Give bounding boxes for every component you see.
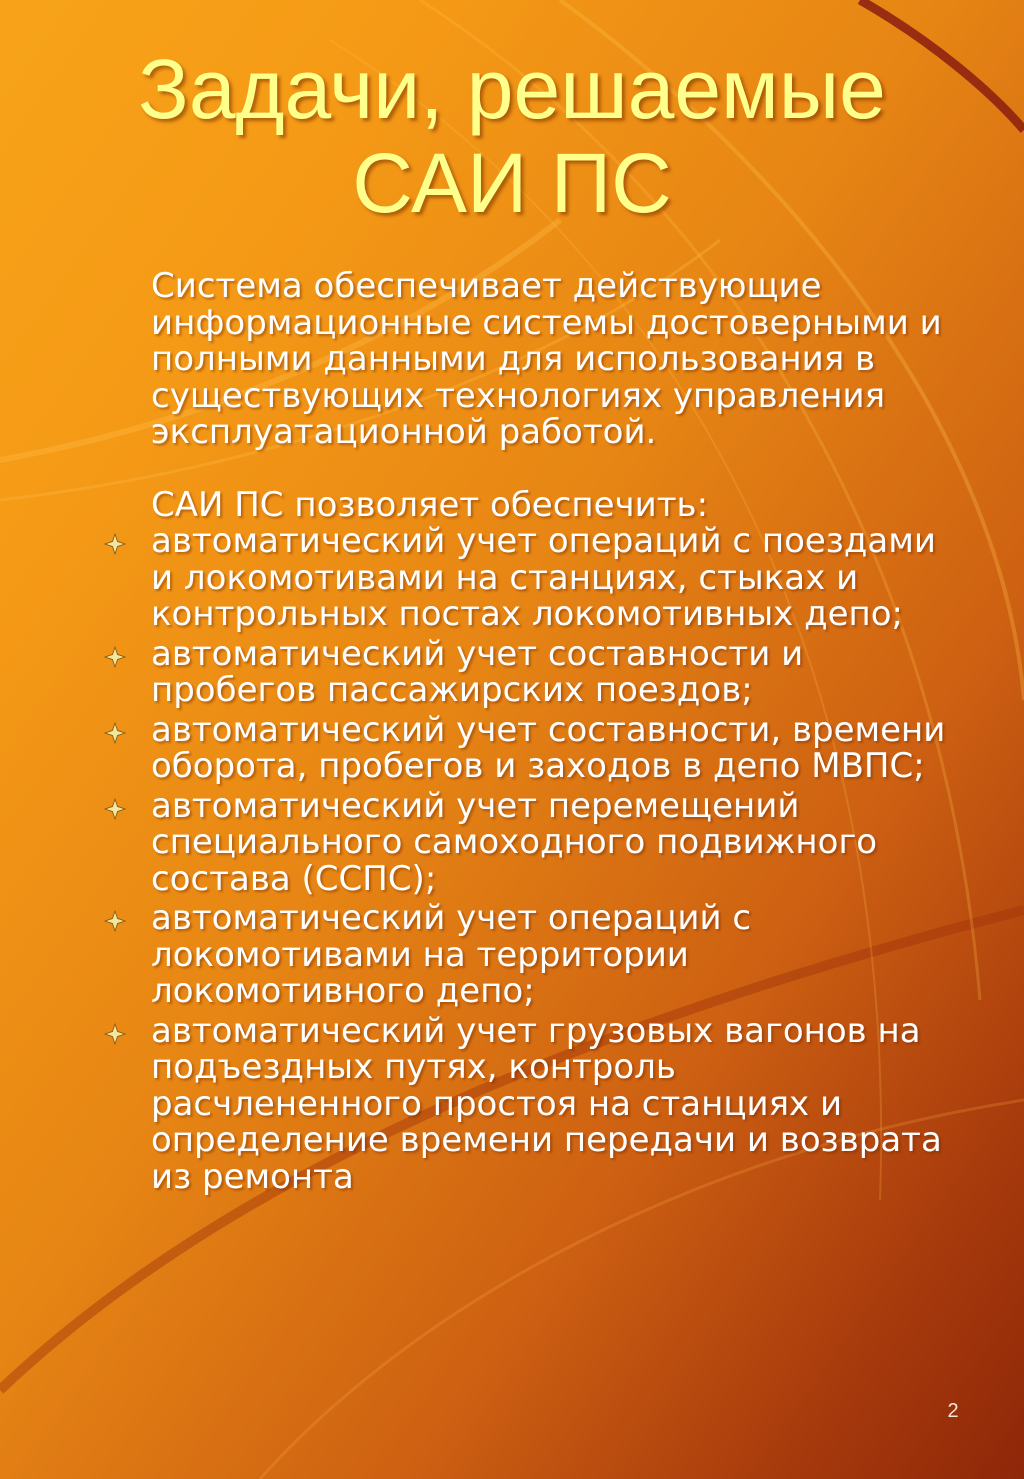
list-item [0,633,951,710]
slide-title-line1: Задачи, решаемые [138,42,886,136]
slide-body [0,268,1024,1198]
page-number: 2 [947,1400,959,1422]
four-point-star-icon [104,722,126,744]
four-point-star-icon [104,646,126,668]
list-heading: САИ ПС позволяет обеспечить: [151,484,709,525]
list-item-text: автоматический учет операций с локомотивами на территории локомотивного депо; [151,898,752,1011]
slide-title-line2: САИ ПС [352,136,672,230]
list-item [0,785,951,899]
four-point-star-icon [104,1023,126,1045]
list-item [0,1010,951,1197]
list-item [0,709,951,786]
list-item [0,900,951,1010]
list-item-text: автоматический учет составности, времени оборота, пробегов и заходов в депо МВПС; [151,709,946,786]
tasks-list [0,523,1024,1195]
intro-paragraph: Система обеспечивает действующие информационные системы достоверными и полными данными для использования в существующих технологиях управления эксплуатационной работой. [151,266,942,452]
four-point-star-icon [104,910,126,932]
list-item-text: автоматический учет составности и пробегов пассажирских поездов; [151,633,804,710]
list-item [0,523,951,633]
list-item-text: автоматический учет перемещений специального самоходного подвижного состава (ССПС); [151,785,878,899]
list-item-text: автоматический учет операций с поездами и локомотивами на станциях, стыках и контрольных постах локомотивных депо; [151,521,936,634]
four-point-star-icon [104,798,126,820]
four-point-star-icon [104,533,126,555]
slide-title [0,42,1024,230]
list-item-text: автоматический учет грузовых вагонов на подъездных путях, контроль расчлененного простоя на станциях и определение времени передачи и возврата из ремонта [151,1010,942,1197]
